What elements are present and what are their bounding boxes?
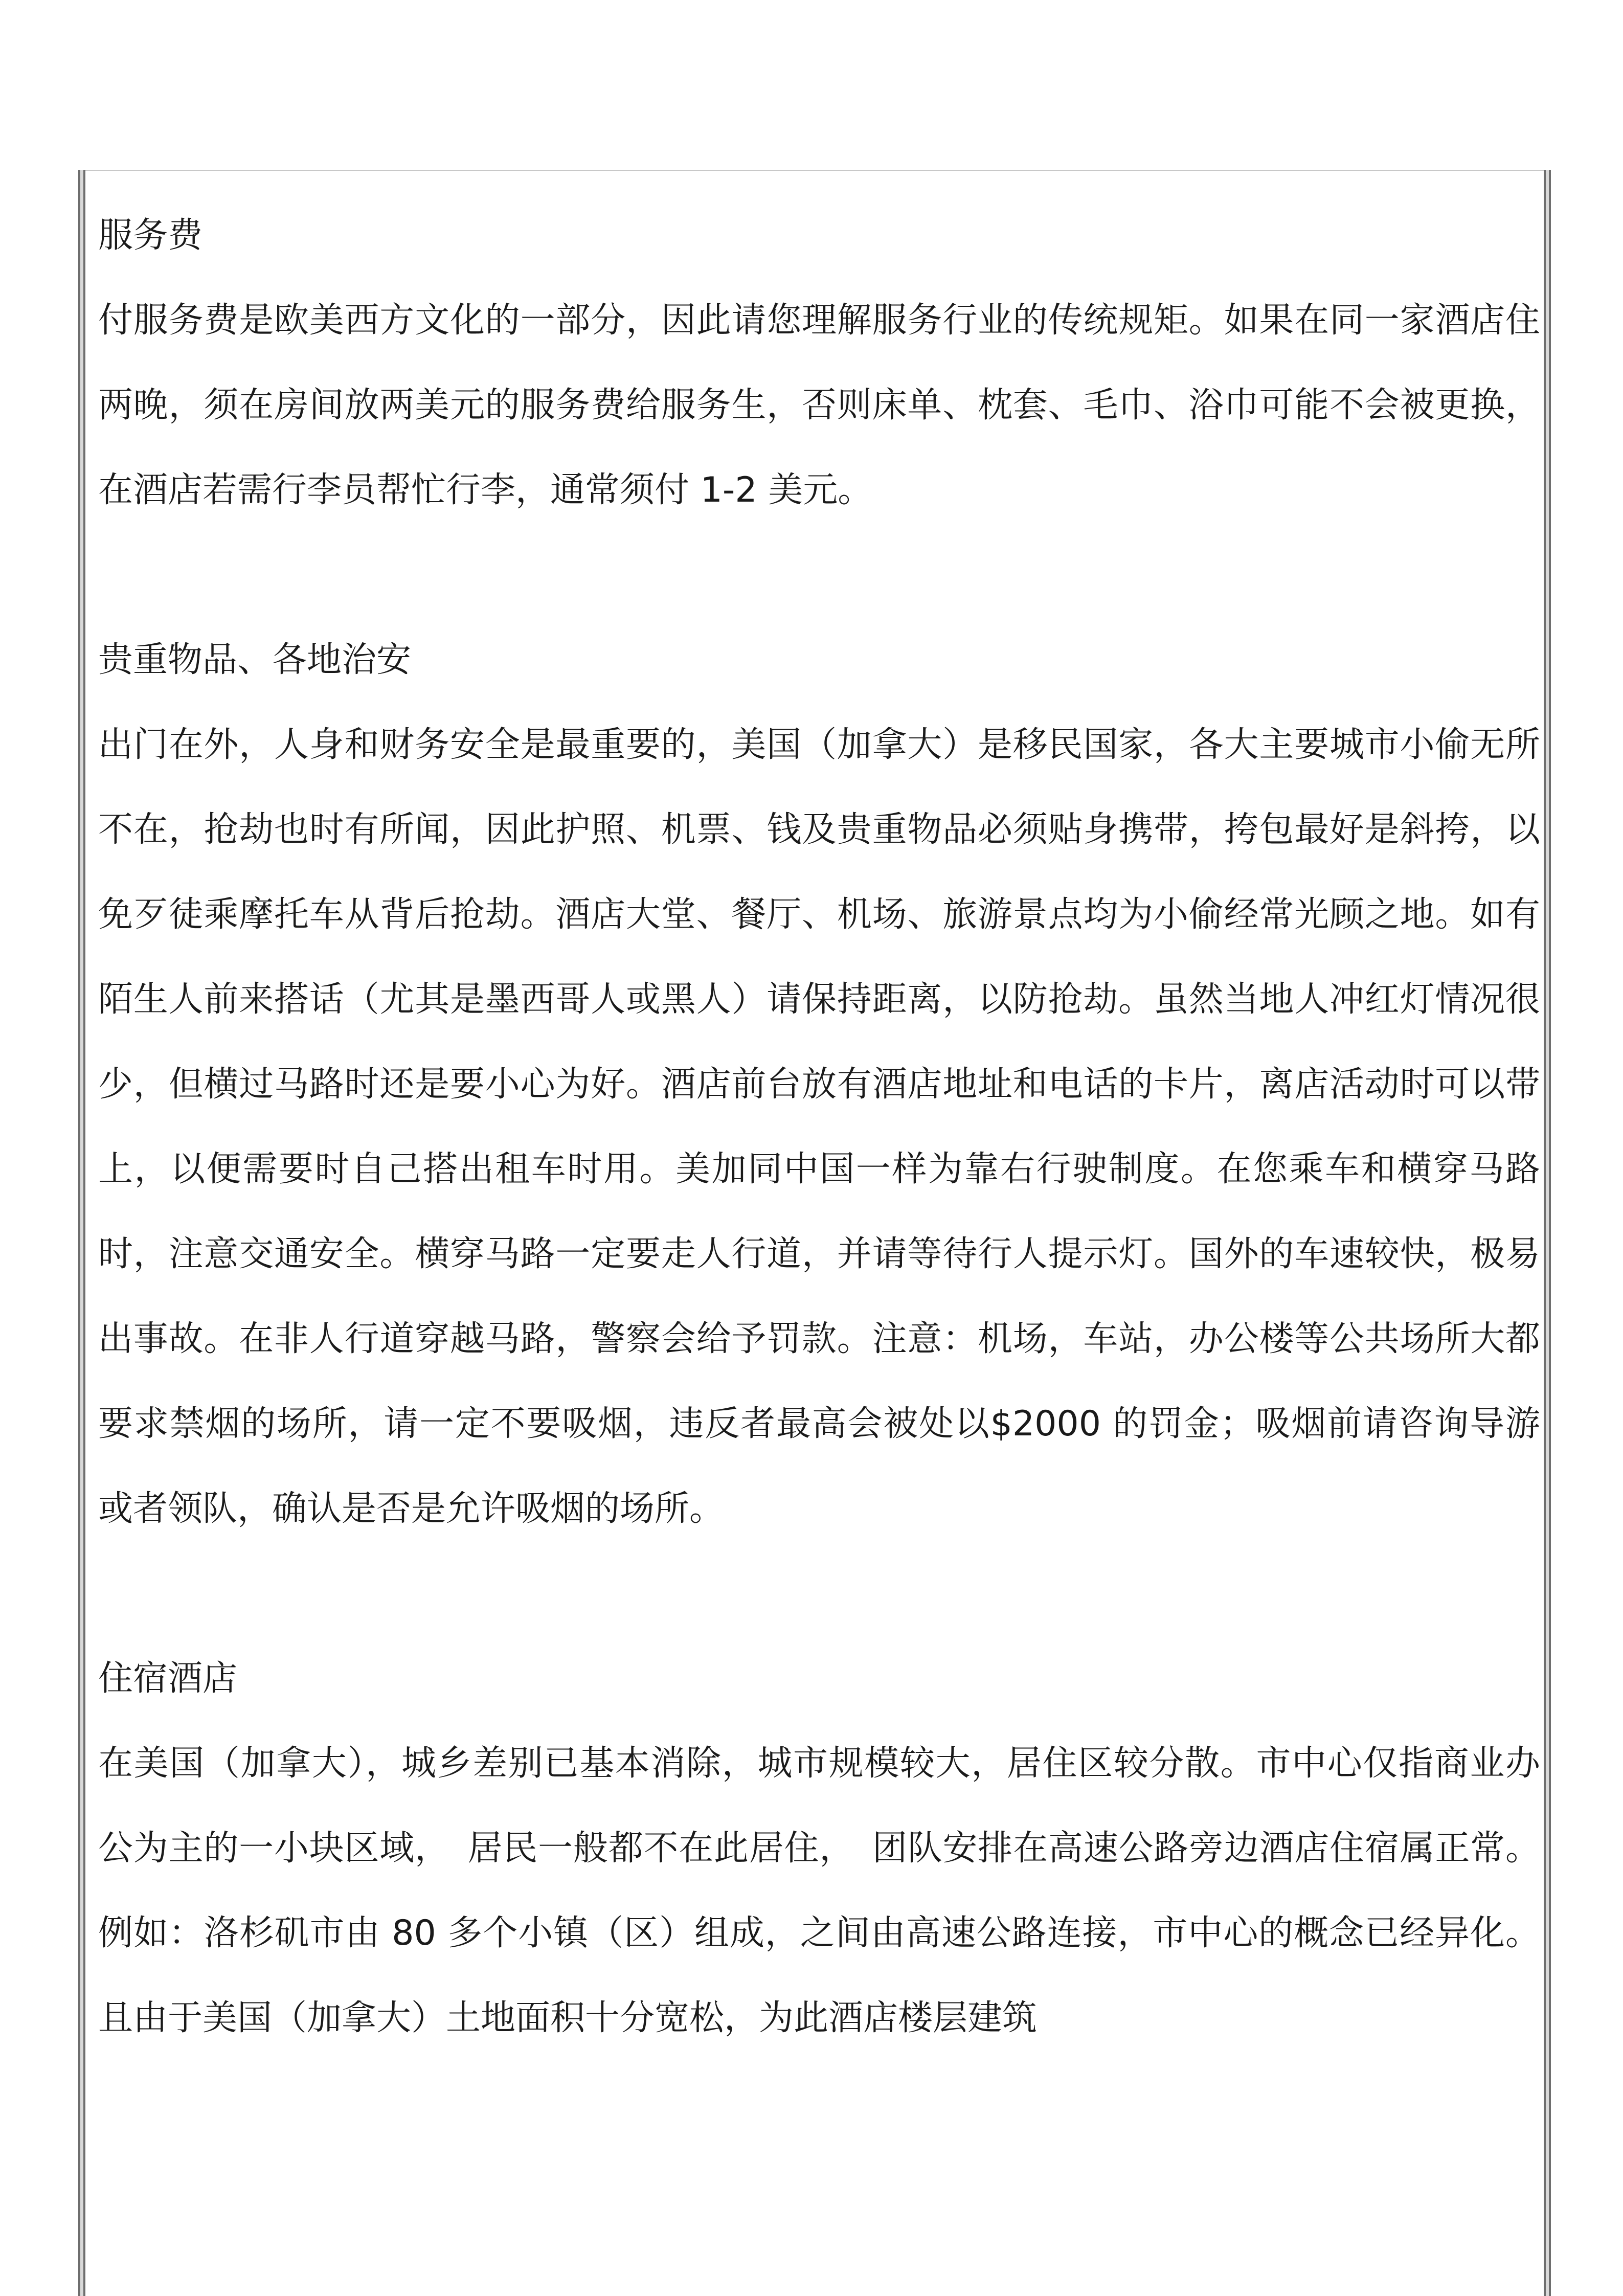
- right-border-rule: [1544, 170, 1551, 2296]
- section-hotel-accommodation: [98, 1636, 1540, 2061]
- section-body: 付服务费是欧美西方文化的一部分，因此请您理解服务行业的传统规矩。如果在同一家酒店住两晚，须在房间放两美元的服务费给服务生，否则床单、枕套、毛巾、浴巾可能不会被更换，在酒店若需行李员帮忙行李，通常须付 1-2 美元。: [98, 300, 1540, 510]
- section-heading: 服务费: [98, 215, 203, 256]
- section-valuables-security: [98, 618, 1540, 1551]
- section-service-fee: [98, 193, 1540, 533]
- section-body: 出门在外，人身和财务安全是最重要的，美国（加拿大）是移民国家，各大主要城市小偷无所不在，抢劫也时有所闻，因此护照、机票、钱及贵重物品必须贴身携带，挎包最好是斜挎，以免歹徒乘摩托车从背后抢劫。酒店大堂、餐厅、机场、旅游景点均为小偷经常光顾之地。如有陌生人前来搭话（尤其是墨西哥人或黑人）请保持距离，以防抢劫。虽然当地人冲红灯情况很少，但横过马路时还是要小心为好。酒店前台放有酒店地址和电话的卡片，离店活动时可以带上，以便需要时自己搭出租车时用。美加同中国一样为靠右行驶制度。在您乘车和横穿马路时，注意交通安全。横穿马路一定要走人行道，并请等待行人提示灯。国外的车速较快，极易出事故。在非人行道穿越马路，警察会给予罚款。注意：机场，车站，办公楼等公共场所大都要求禁烟的场所，请一定不要吸烟，违反者最高会被处以$2000 的罚金；吸烟前请咨询导游或者领队，确认是否是允许吸烟的场所。: [98, 725, 1540, 1529]
- section-body: 在美国（加拿大），城乡差别已基本消除，城市规模较大，居住区较分散。市中心仅指商业办公为主的一小块区域， 居民一般都不在此居住， 团队安排在高速公路旁边酒店住宿属正常。例如：洛杉矶市由 80 多个小镇（区）组成，之间由高速公路连接，市中心的概念已经异化。且由于美国（加拿大）土地面积十分宽松，为此酒店楼层建筑: [98, 1743, 1540, 2038]
- document-content: [98, 193, 1540, 2146]
- left-border-rule: [78, 170, 85, 2296]
- section-heading: 住宿酒店: [98, 1658, 238, 1699]
- section-heading: 贵重物品、各地治安: [98, 640, 412, 680]
